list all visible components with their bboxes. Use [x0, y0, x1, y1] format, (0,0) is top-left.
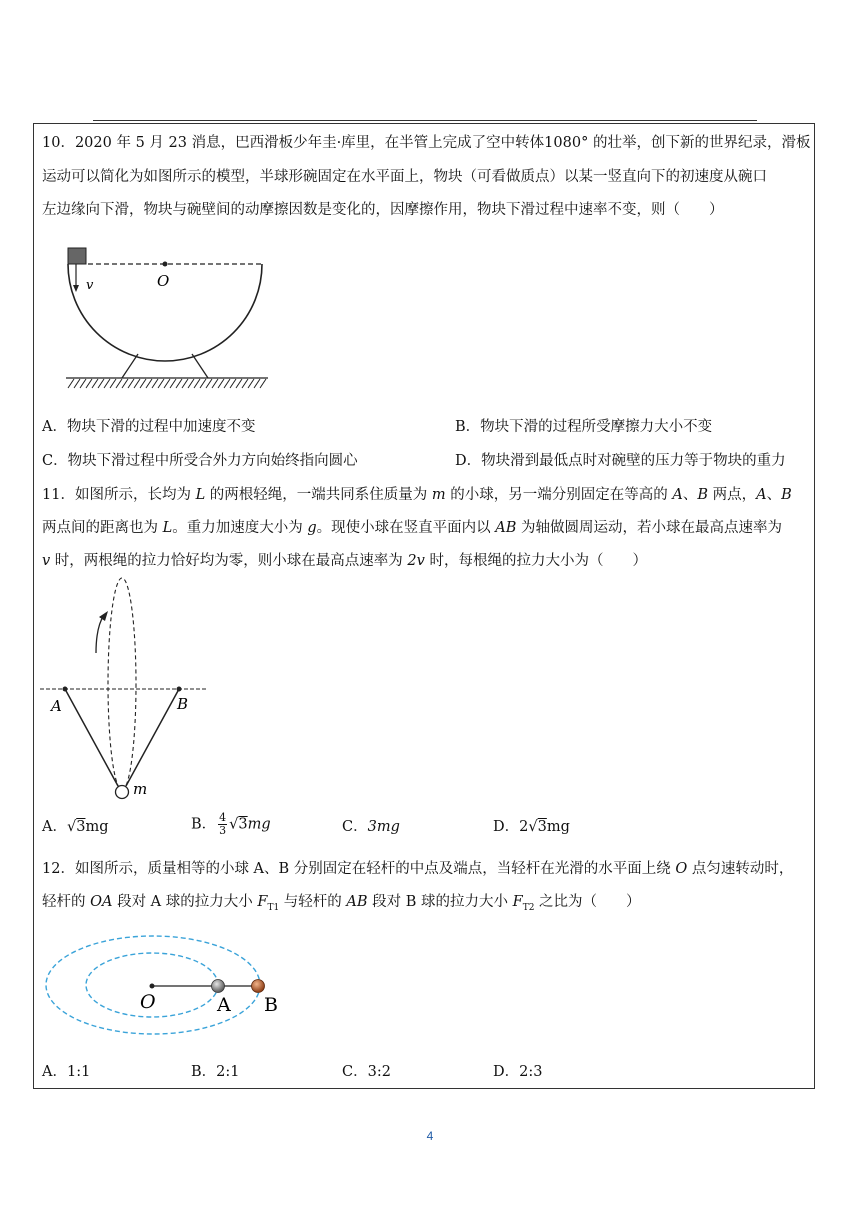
pivot-o [150, 984, 155, 989]
fraction: $\frac{4}{3}$ [219, 811, 227, 837]
q11-option-d[interactable]: D．2√3mg [493, 819, 570, 835]
q10-option-a[interactable]: A．物块下滑的过程中加速度不变 [42, 419, 256, 435]
label-a: A [217, 994, 231, 1016]
page-number: 4 [426, 1129, 434, 1143]
q11-option-c[interactable]: C．3mg [342, 819, 400, 835]
q12-option-a[interactable]: A．1:1 [42, 1064, 91, 1080]
velocity-arrowhead [73, 285, 79, 292]
q12-rotation-figure [40, 925, 290, 1037]
q10-option-d[interactable]: D．物块滑到最低点时对碗壁的压力等于物块的重力 [455, 453, 786, 469]
label-b: B [177, 695, 189, 713]
rotation-arrowhead [99, 611, 108, 621]
circular-path-dashed [108, 578, 136, 790]
support-leg-right [192, 354, 208, 378]
ball-b [252, 980, 265, 993]
q10-text-line-1: 10．2020 年 5 月 23 消息，巴西滑板少年圭·库里，在半管上完成了空中转体1080° 的壮举，创下新的世界纪录，滑板 [42, 135, 811, 151]
block [68, 248, 86, 264]
q10-bowl-figure [60, 238, 275, 398]
q10-text-line-3: 左边缘向下滑，物块与碗壁间的动摩擦因数是变化的，因摩擦作用，物块下滑过程中速率不变，则（ ） [42, 202, 724, 218]
q10-option-b[interactable]: B．物块下滑的过程所受摩擦力大小不变 [455, 419, 713, 435]
label-b: B [264, 994, 278, 1016]
q12-text-line-1: 12．如图所示，质量相等的小球 A、B 分别固定在轻杆的中点及端点，当轻杆在光滑的水平面上绕 O 点匀速转动时， [42, 861, 794, 877]
q12-text-line-2: 轻杆的 OA 段对 A 球的拉力大小 $F_{T1}$ 与轻杆的 AB 段对 B 球的拉力大小 $F_{T2}$ 之比为（ ） [42, 894, 641, 913]
q12-option-d[interactable]: D．2:3 [493, 1064, 543, 1080]
header-rule [93, 120, 757, 121]
label-o: O [157, 272, 170, 290]
label-o: O [140, 991, 156, 1013]
q11-text-line-3: v 时，两根绳的拉力恰好均为零，则小球在最高点速率为 2v 时，每根绳的拉力大小为（ ） [42, 553, 647, 569]
q12-option-b[interactable]: B．2:1 [191, 1064, 240, 1080]
q10-option-c[interactable]: C．物块下滑过程中所受合外力方向始终指向圆心 [42, 453, 358, 469]
ground-hatch [68, 379, 266, 388]
q11-text-line-1: 11．如图所示，长均为 L 的两根轻绳，一端共同系住质量为 m 的小球，另一端分别固定在等高的 A、B 两点，A、B [42, 487, 792, 503]
rope-b [126, 689, 179, 786]
ball-m [116, 786, 129, 799]
center-point [163, 262, 168, 267]
label-v: v [86, 278, 94, 293]
label-a: A [51, 697, 62, 715]
rotation-arrow [96, 615, 104, 653]
label-m: m [133, 780, 148, 798]
ball-a [212, 980, 225, 993]
support-leg-left [122, 354, 138, 378]
q11-rope-figure [38, 575, 218, 807]
q11-option-b[interactable]: B． $\frac{4}{3}$ √3mg [191, 811, 271, 837]
q10-text-line-2: 运动可以简化为如图所示的模型，半球形碗固定在水平面上，物块（可看做质点）以某一竖直向下的初速度从碗口 [42, 169, 767, 185]
q11-text-line-2: 两点间的距离也为 L。重力加速度大小为 g。现使小球在竖直平面内以 AB 为轴做圆周运动，若小球在最高点速率为 [42, 520, 783, 536]
q12-option-c[interactable]: C．3:2 [342, 1064, 391, 1080]
q11-option-a[interactable]: A．√3mg [42, 819, 109, 835]
